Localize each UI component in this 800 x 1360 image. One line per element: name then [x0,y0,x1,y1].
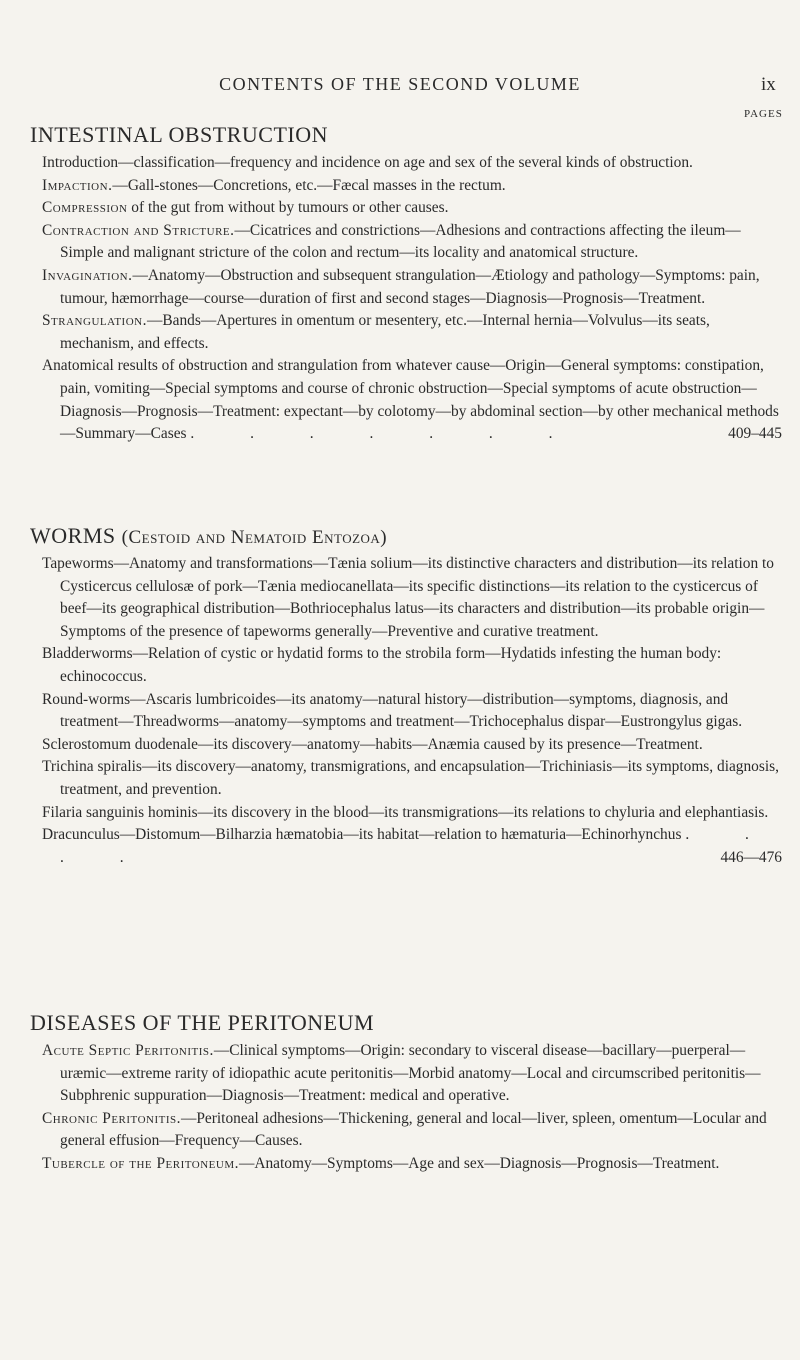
entry-text: —Cicatrices and constrictions—Adhesions and contractions affecting the ileum—Simple and malignant stricture of the colon and rectum—its locality and anatomical structure. [60,221,741,262]
entry-text: Anatomical results of obstruction and strangulation from whatever cause—Origin—General symptoms: constipation, pain, vomiting—Special symptoms and course of chronic obstruction—Special symptoms of acute obstruction—Diagnosis—Prognosis—Treatment: expectant—by colotomy—by abdominal section—by other mechanical methods—Summary—Cases [42,357,779,443]
entry-text: Tapeworms—Anatomy and transformations—Tænia solium—its distinctive characters and distribution—its relation to Cysticercus cellulosæ of pork—Tænia mediocanellata—its specific distinctions—its relation to the cysticercus of beef—its geographical distribution—Bothriocephalus latus—its characters and distribution—its probable origin—Symptoms of the presence of tapeworms generally—Preventive and curative treatment. [42,555,774,640]
section-title-text: DISEASES OF THE PERITONEUM [30,1010,375,1035]
entry-lead: Impaction. [42,176,113,194]
entry-lead: Compression [42,199,128,217]
section-subtitle: (Cestoid and Nematoid Entozoa) [121,527,388,548]
pages-column-label: PAGES [744,108,783,120]
entry-paragraph [30,1153,782,1176]
running-title: CONTENTS OF THE SECOND VOLUME [219,74,581,94]
page-number: ix [761,74,776,95]
entry-paragraph [30,1040,782,1108]
leader-dots: . . . . . . . [190,425,579,443]
entry-lead: Acute Septic Peritonitis. [42,1042,214,1059]
section-title [30,523,782,549]
entry-paragraph [30,1108,782,1153]
entry-lead: Tubercle of the Peritoneum. [42,1154,239,1172]
entry-text: —Bands—Apertures in omentum or mesentery, etc.—Internal hernia—Volvulus—its seats, mechanism, and effects. [60,312,710,352]
entry-paragraph [30,175,782,198]
leader-dots: . . . . [60,826,775,866]
entry-paragraph [30,355,782,445]
entry-text: —Peritoneal adhesions—Thickening, general and local—liver, spleen, omentum—Locular and general effusion—Frequency—Causes. [60,1109,767,1150]
entry-paragraph [30,689,782,734]
entry-lead: Invagination. [42,266,133,284]
entry-text: —Clinical symptoms—Origin: secondary to visceral disease—bacillary—puerperal—uræmic—extreme rarity of idiopathic acute peritonitis—Morbid anatomy—Local and circumscribed peritonitis—Subphrenic suppuration—Diagnosis—Treatment: medical and operative. [60,1042,761,1105]
section-title-text: INTESTINAL OBSTRUCTION [30,122,328,147]
entry-paragraph [30,265,782,310]
entry-text: Sclerostomum duodenale—its discovery—anatomy—habits—Anæmia caused by its presence—Treatment. [42,735,703,753]
entry-paragraph [30,152,782,175]
section-title [30,1010,782,1036]
entry-text: Round-worms—Ascaris lumbricoides—its anatomy—natural history—distribution—symptoms, diagnosis, and treatment—Threadworms—anatomy—symptoms and treatment—Trichocephalus dispar—Eustrongylus gigas. [42,690,743,731]
section-intestinal-obstruction [30,122,782,446]
entry-paragraph [30,220,782,265]
entry-paragraph [30,756,782,801]
entry-lead: Strangulation. [42,312,147,330]
entry-text: Trichina spiralis—its discovery—anatomy, transmigrations, and encapsulation—Trichiniasis—its symptoms, diagnosis, treatment, and prevention. [42,758,779,798]
entry-paragraph [30,643,782,688]
entry-lead: Chronic Peritonitis. [42,1109,181,1127]
entry-text: Dracunculus—Distomum—Bilharzia hæmatobia—its habitat—relation to hæmaturia—Echinorhynchus [42,826,682,844]
section-title-text: WORMS [30,523,116,548]
entry-text: Introduction—classification—frequency and incidence on age and sex of the several kinds of obstruction. [42,154,693,171]
entry-paragraph [30,824,782,869]
entry-paragraph [30,553,782,643]
entry-text: —Anatomy—Obstruction and subsequent strangulation—Ætiology and pathology—Symptoms: pain, tumour, hæmorrhage—course—duration of first and second stages—Diagnosis—Prognosis—Treatment. [60,266,760,307]
entry-text: Bladderworms—Relation of cystic or hydatid forms to the strobila form—Hydatids infesting the human body: echinococcus. [42,645,722,685]
page-range: 446—476 [720,848,782,866]
entry-text: of the gut from without by tumours or other causes. [127,199,449,217]
entry-text: —Anatomy—Symptoms—Age and sex—Diagnosis—Prognosis—Treatment. [238,1154,720,1172]
entry-paragraph [30,310,782,355]
entry-paragraph [30,734,782,757]
section-peritoneum [30,1010,782,1176]
entry-paragraph [30,802,782,825]
section-worms [30,523,782,869]
entry-text: —Gall-stones—Concretions, etc.—Fæcal masses in the rectum. [112,176,506,194]
entry-paragraph [30,197,782,220]
page-range: 409–445 [728,425,782,443]
entry-text: Filaria sanguinis hominis—its discovery in the blood—its transmigrations—its relations to chyluria and elephantiasis. [42,803,769,821]
entry-lead: Contraction and Stricture. [42,221,235,239]
section-title [30,122,782,148]
